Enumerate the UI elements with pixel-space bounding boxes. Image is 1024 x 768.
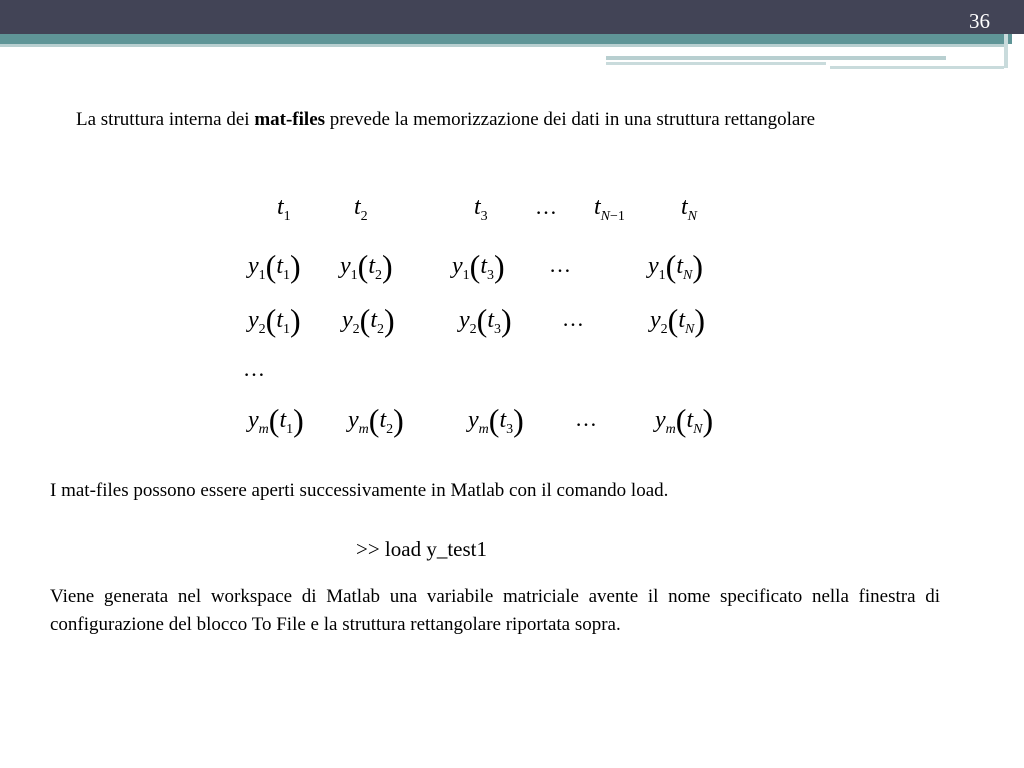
matrix-cell-y1-tN: $y_1(t_N)$ (648, 248, 703, 284)
decorative-line (606, 56, 946, 60)
matrix-cell-y1-t1: $y_1(t_1)$ (248, 248, 301, 284)
matrix-cell-y1-t2: $y_1(t_2)$ (340, 248, 393, 284)
intro-text-start: La struttura interna dei (76, 109, 255, 130)
matrix-cell-t3: $t_3$ (474, 194, 488, 224)
matrix-cell-ym-t3: $y_m(t_3)$ (468, 402, 524, 438)
intro-paragraph (76, 106, 968, 134)
matrix-cell-tN: $t_N$ (681, 194, 698, 224)
matrix-cell-ym-tN: $y_m(t_N)$ (655, 402, 714, 438)
header-thin-stripe (0, 44, 1004, 47)
matrix-cell-y1-t3: $y_1(t_3)$ (452, 248, 505, 284)
header-accent-stripe (0, 34, 1012, 44)
page-number: 36 (969, 9, 990, 33)
matrix-row-ellipsis: … (243, 356, 265, 381)
decorative-vertical-line (1004, 34, 1008, 68)
matrix-cell-ym-t1: $y_m(t_1)$ (248, 402, 304, 438)
matrix-cell-y2-t3: $y_2(t_3)$ (459, 302, 512, 338)
workspace-description: Viene generata nel workspace di Matlab una variabile matriciale avente il nome specificato nella finestra di configurazione del blocco To File e la struttura rettangolare riportata sopra. (50, 586, 940, 635)
matrix-ellipsis: … (535, 194, 557, 219)
slide-header-bar (0, 0, 1024, 34)
load-description: I mat-files possono essere aperti successivamente in Matlab con il comando load. (50, 480, 669, 501)
matrix-cell-t2: $t_2$ (354, 194, 368, 224)
matrix-ellipsis: … (575, 406, 597, 431)
decorative-line (830, 66, 1004, 69)
matrix-cell-y2-t2: $y_2(t_2)$ (342, 302, 395, 338)
matrix-cell-y2-t1: $y_2(t_1)$ (248, 302, 301, 338)
matrix-ellipsis: … (562, 306, 584, 331)
intro-bold-term: mat-files (254, 109, 326, 130)
matrix-cell-y2-tN: $y_2(t_N)$ (650, 302, 705, 338)
matrix-cell-tN-1: $t_{N-1}$ (594, 194, 625, 224)
matrix-ellipsis: … (549, 252, 571, 277)
decorative-line (606, 62, 826, 65)
intro-text-end: prevede la memorizzazione dei dati in una struttura rettangolare (325, 109, 816, 130)
load-command: >> load y_test1 (356, 537, 488, 561)
matrix-cell-ym-t2: $y_m(t_2)$ (348, 402, 404, 438)
matrix-cell-t1: $t_1$ (277, 194, 291, 224)
